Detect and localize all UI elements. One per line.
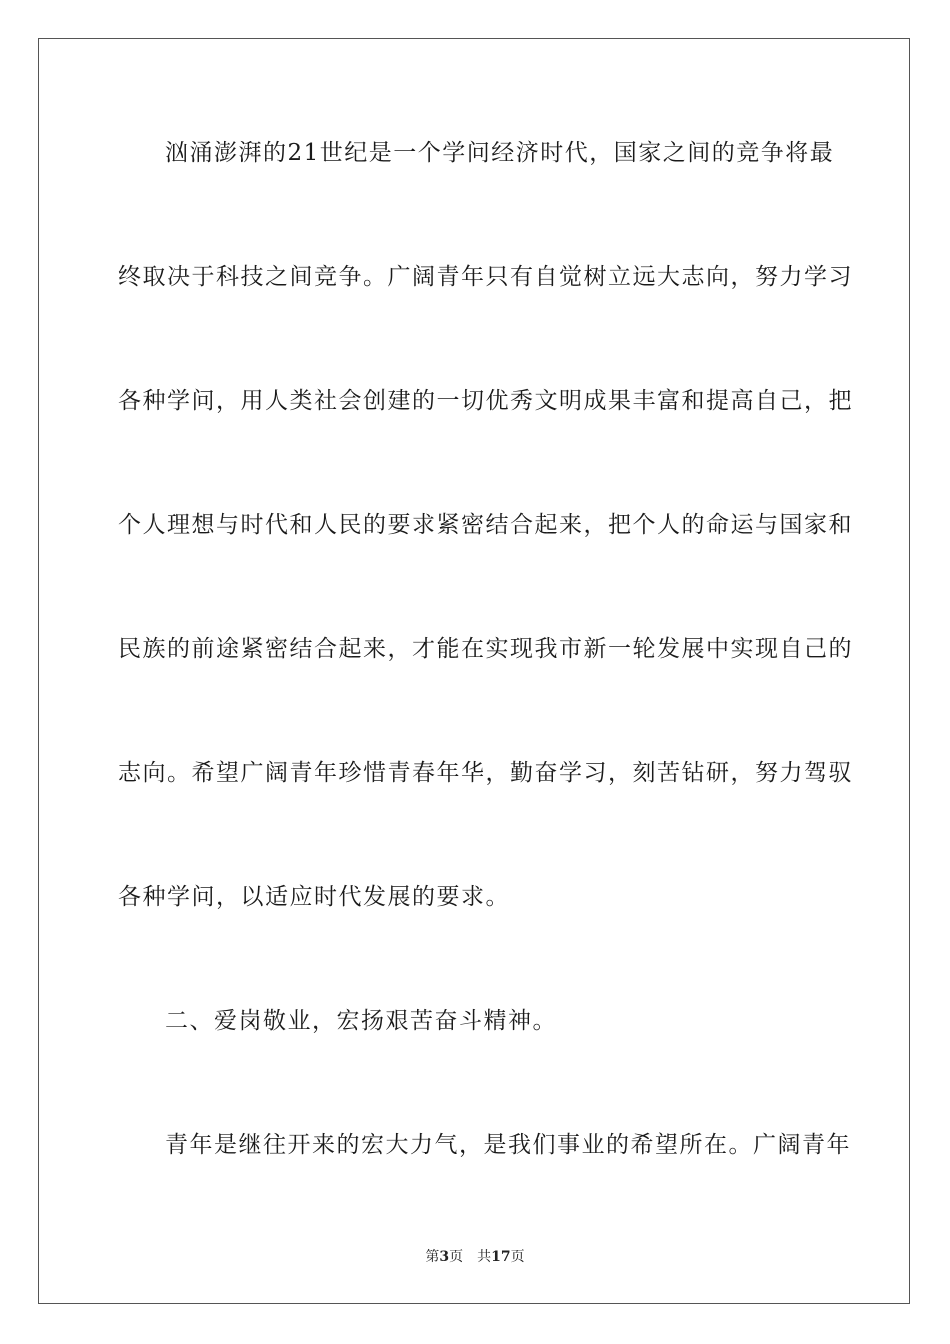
- total-prefix: 共: [477, 1249, 492, 1265]
- page-suffix: 页: [449, 1249, 464, 1265]
- page-footer: [0, 1248, 950, 1266]
- paragraph-1-line-5: 民族的前途紧密结合起来，才能在实现我市新一轮发展中实现自己的: [118, 636, 853, 662]
- paragraph-1-line-1: 汹涌澎湃的21世纪是一个学问经济时代，国家之间的竞争将最: [165, 140, 835, 166]
- page-number: 3: [439, 1249, 450, 1265]
- paragraph-1-line-7: 各种学问，以适应时代发展的要求。: [118, 884, 510, 910]
- paragraph-1-line-3: 各种学问，用人类社会创建的一切优秀文明成果丰富和提高自己，把: [118, 388, 853, 414]
- page-border: [38, 38, 910, 1304]
- paragraph-1-line-4: 个人理想与时代和人民的要求紧密结合起来，把个人的命运与国家和: [118, 512, 853, 538]
- total-pages: 17: [491, 1249, 511, 1265]
- paragraph-1-line-2: 终取决于科技之间竞争。广阔青年只有自觉树立远大志向，努力学习: [118, 264, 853, 290]
- paragraph-2-line-1: 青年是继往开来的宏大力气，是我们事业的希望所在。广阔青年: [165, 1132, 851, 1158]
- paragraph-1-line-6: 志向。希望广阔青年珍惜青春年华，勤奋学习，刻苦钻研，努力驾驭: [118, 760, 853, 786]
- section-heading: 二、爱岗敬业，宏扬艰苦奋斗精神。: [165, 1008, 557, 1034]
- page-prefix: 第: [425, 1249, 440, 1265]
- total-suffix: 页: [510, 1249, 525, 1265]
